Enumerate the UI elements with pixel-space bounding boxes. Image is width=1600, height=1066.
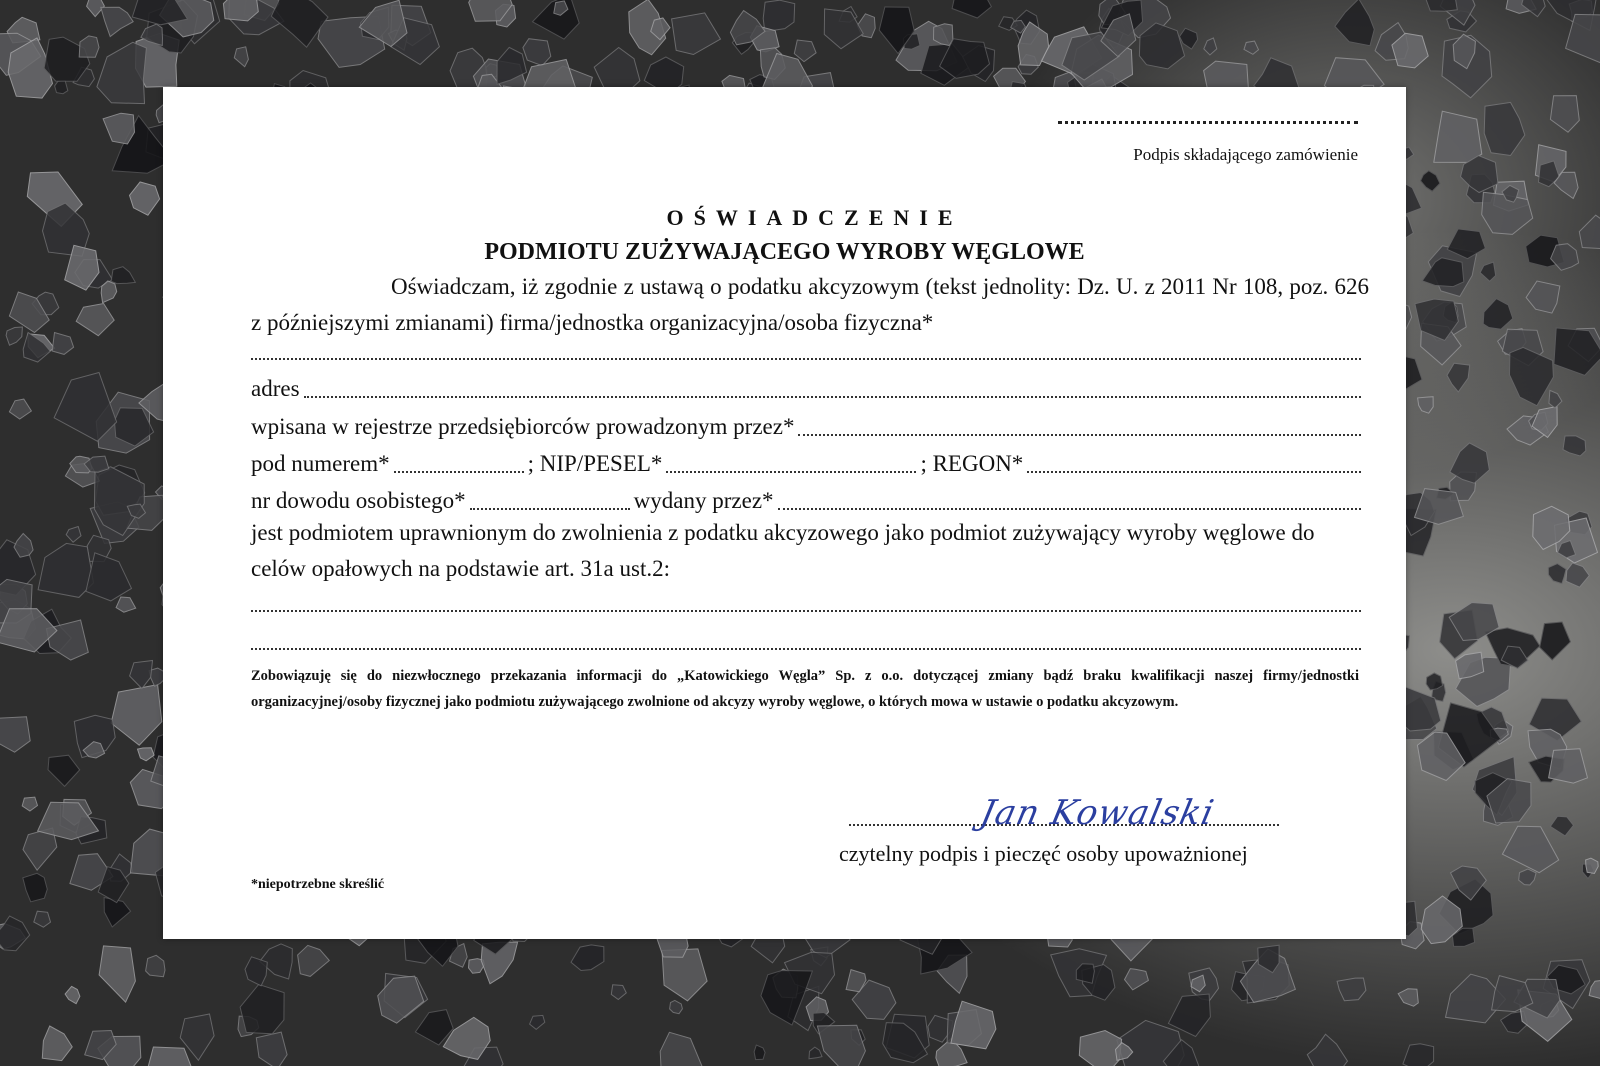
coal-lump — [1480, 262, 1496, 281]
coal-lump — [378, 976, 424, 1023]
coal-lump — [794, 40, 816, 62]
coal-lump — [0, 916, 30, 951]
register-line — [251, 415, 1361, 439]
address-field — [304, 390, 1361, 398]
coal-lump — [1483, 299, 1513, 330]
coal-lump — [1566, 14, 1600, 63]
coal-lump — [1125, 969, 1149, 990]
coal-lump — [76, 304, 114, 336]
coal-lump — [138, 748, 155, 761]
coal-lump — [1204, 38, 1217, 55]
coal-lump — [97, 42, 146, 103]
coal-lump — [55, 81, 68, 94]
coal-lump — [146, 1047, 194, 1066]
coal-lump — [1307, 1034, 1347, 1066]
coal-lump — [38, 543, 93, 597]
coal-lump — [1550, 816, 1573, 836]
coal-lump — [1421, 171, 1440, 192]
coal-lump — [9, 399, 31, 419]
number-field — [394, 465, 524, 473]
coal-lump — [130, 182, 160, 215]
coal-lump — [234, 47, 248, 67]
numbers-line — [251, 452, 1361, 476]
coal-lump — [670, 1000, 683, 1013]
coal-lump — [6, 327, 22, 345]
coal-lump — [523, 39, 551, 66]
coal-lump — [1403, 1044, 1434, 1066]
coal-lump — [1079, 1031, 1121, 1066]
register-label: wpisana w rejestrze przedsiębiorców prowadzonym przez* — [251, 414, 795, 439]
coal-lump — [952, 0, 991, 18]
form-subtitle: PODMIOTU ZUŻYWAJĄCEGO WYROBY WĘGLOWE — [484, 239, 1085, 265]
coal-lump — [530, 1015, 545, 1029]
nip-field — [666, 465, 916, 473]
coal-lump — [1586, 858, 1599, 873]
coal-lump — [1579, 215, 1600, 249]
coal-lump — [1076, 964, 1094, 984]
coal-lump — [824, 9, 863, 49]
register-field — [798, 428, 1361, 436]
coal-lump — [1180, 28, 1198, 49]
id-label: nr dowodu osobistego* — [251, 488, 466, 513]
coal-lump — [256, 1032, 287, 1066]
coal-lump — [1550, 96, 1579, 133]
coal-lump — [571, 945, 604, 971]
regon-label: ; REGON* — [920, 451, 1024, 476]
coal-lump — [79, 36, 99, 57]
issued-label: wydany przez* — [633, 488, 774, 513]
basis-line-2 — [251, 629, 1361, 653]
coal-lump — [0, 717, 30, 752]
id-line — [251, 489, 1361, 513]
coal-lump — [130, 661, 153, 689]
coal-lump — [111, 685, 162, 746]
coal-lump — [1566, 563, 1589, 587]
coal-lump — [1398, 989, 1418, 1006]
coal-lump — [22, 797, 37, 811]
coal-lump — [116, 597, 136, 612]
declaration-form — [163, 87, 1406, 939]
coal-lump — [101, 281, 117, 303]
coal-lump — [1244, 41, 1259, 54]
coal-lump — [146, 955, 165, 976]
signature-line-top — [1058, 121, 1358, 124]
coal-lump — [763, 0, 795, 31]
coal-lump — [86, 553, 132, 601]
coal-lump — [23, 873, 48, 902]
coal-lump — [1548, 564, 1566, 584]
coal-lump — [1549, 749, 1588, 783]
coal-lump — [1510, 347, 1554, 405]
entitlement-paragraph: jest podmiotem uprawnionym do zwolnienia z podatku akcyzowego jako podmiot zużywający wyroby węglowe do celów opałowych na podstawie art. 31a ust.2: — [251, 520, 1315, 581]
coal-lump — [245, 957, 267, 986]
coal-lump — [52, 333, 73, 355]
coal-lump — [1502, 826, 1558, 873]
basis-field-1 — [251, 604, 1361, 612]
signature-label-bottom: czytelny podpis i pieczęć osoby upoważnionej — [839, 841, 1248, 866]
coal-lump — [65, 986, 80, 1003]
coal-lump — [298, 945, 330, 976]
coal-lump — [1426, 673, 1442, 690]
coal-lump — [1540, 622, 1571, 660]
coal-lump — [101, 7, 133, 36]
basis-field-2 — [251, 642, 1361, 650]
number-label: pod numerem* — [251, 451, 390, 476]
coal-lump — [1563, 436, 1586, 456]
intro-paragraph: Oświadczam, iż zgodnie z ustawą o podatku akcyzowym (tekst jednolity: Dz. U. z 2011 Nr 108, poz. 626 z późniejszymi zmianami) firma/jednostka organizacyjna/osoba fizyczna* — [251, 274, 1369, 335]
address-label: adres — [251, 376, 300, 401]
coal-lump — [103, 113, 134, 144]
coal-lump — [672, 13, 721, 55]
coal-lump — [1424, 0, 1457, 11]
handwritten-signature: Jan Kowalski — [976, 793, 1218, 833]
coal-lump — [1526, 281, 1560, 313]
coal-lump — [1549, 390, 1562, 408]
nip-label: ; NIP/PESEL* — [527, 451, 663, 476]
coal-lump — [1519, 869, 1536, 885]
address-line — [251, 377, 1361, 401]
obligation-paragraph: Zobowiązuję się do niezwłocznego przekazania informacji do „Katowickiego Węgla” Sp. z o.o. dotyczącej zmiany bądź braku kwalifikacji naszej firmy/jednostki organizacyjnej/osoby fizycznej jako podmiotu zużywającego zwolnione od akcyzy wyroby węglowe, o których mowa w ustawie o podatku akcyzowym. — [251, 668, 1359, 710]
coal-lump — [1335, 0, 1374, 46]
coal-lump — [1447, 363, 1470, 392]
coal-lump — [1589, 980, 1600, 999]
coal-lump — [1484, 102, 1525, 155]
regon-field — [1027, 465, 1361, 473]
coal-lump — [611, 985, 626, 1000]
coal-lump — [809, 1047, 822, 1059]
coal-lump — [42, 1026, 72, 1061]
form-title: OŚWIADCZENIE — [666, 205, 963, 230]
coal-lump — [48, 755, 80, 786]
signature-label-top: Podpis składającego zamówienie — [1133, 145, 1358, 164]
coal-lump — [54, 373, 117, 442]
coal-lump — [817, 1025, 865, 1066]
entity-name-field — [251, 352, 1361, 360]
coal-lump — [66, 527, 81, 543]
coal-lump — [951, 1001, 996, 1049]
coal-lump — [34, 911, 51, 927]
coal-lump — [1551, 244, 1579, 271]
footnote: *niepotrzebne skreślić — [251, 877, 385, 892]
coal-lump — [99, 946, 135, 1002]
entity-name-line — [251, 339, 1361, 363]
basis-line-1 — [251, 591, 1361, 615]
coal-lump — [1337, 978, 1366, 1001]
coal-lump — [660, 1032, 702, 1066]
coal-lump — [111, 267, 135, 284]
coal-lump — [644, 57, 683, 90]
issued-field — [778, 502, 1361, 510]
coal-lump — [754, 1045, 765, 1060]
coal-lump — [1434, 111, 1482, 162]
coal-lump — [240, 984, 284, 1033]
coal-lump — [1418, 397, 1434, 414]
id-field — [470, 502, 630, 510]
